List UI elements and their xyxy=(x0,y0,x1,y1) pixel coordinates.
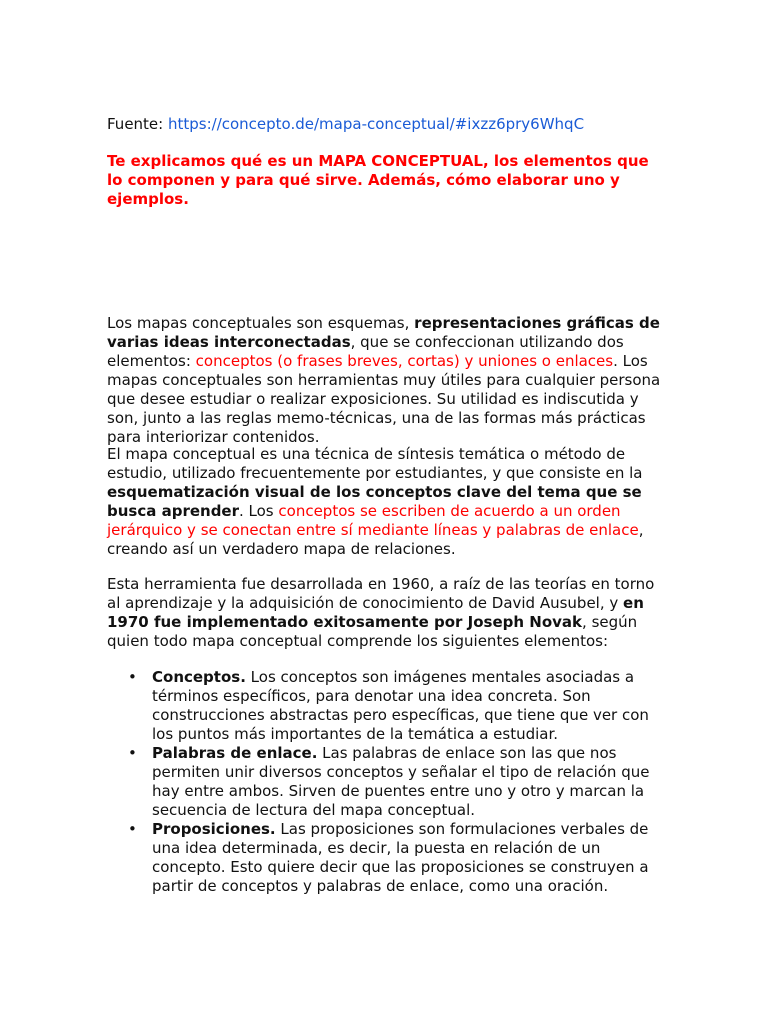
paragraph-history xyxy=(107,575,662,651)
paragraph-bold: esquematización visual de los conceptos clave del tema que se busca aprender xyxy=(107,483,642,520)
paragraph-definition xyxy=(107,314,662,447)
paragraph-bold: representaciones gráficas de varias ideas interconectadas xyxy=(107,314,660,351)
paragraph-red-text: conceptos (o frases breves, cortas) y uniones o enlaces xyxy=(195,352,614,370)
list-item-text: Las proposiciones son formulaciones verbales de una idea determinada, es decir, la puesta en relación de un concepto. Esto quiere decir que las proposiciones se construyen a partir de conceptos y palabras de enlace, como una oración. xyxy=(152,820,649,895)
paragraph-text: , que se confeccionan utilizando dos elementos: xyxy=(107,333,624,370)
paragraph-text: . Los xyxy=(239,502,279,520)
intro-summary: Te explicamos qué es un MAPA CONCEPTUAL, los elementos que lo componen y para qué sirve. Además, cómo elaborar uno y ejemplos. xyxy=(107,152,649,208)
paragraph-bold: en 1970 fue implementado exitosamente por Joseph Novak xyxy=(107,594,644,631)
source-label: Fuente: xyxy=(107,115,168,133)
list-item-term: Palabras de enlace. xyxy=(152,744,318,762)
list-item-text: Los conceptos son imágenes mentales asociadas a términos específicos, para denotar una idea concreta. Son construcciones abstractas pero específicas, que tiene que ver con los puntos más importantes de la temática a estudiar. xyxy=(152,668,649,743)
bullet-icon: • xyxy=(128,820,137,838)
list-item xyxy=(107,668,662,744)
paragraph-red-text: conceptos se escriben de acuerdo a un orden jerárquico y se conectan entre sí mediante líneas y palabras de enlace xyxy=(107,502,639,539)
paragraph-text: Los mapas conceptuales son esquemas, xyxy=(107,314,415,332)
paragraph-text: El mapa conceptual es una técnica de síntesis temática o método de estudio, utilizado frecuentemente por estudiantes, y que consiste en la xyxy=(107,445,643,482)
bullet-icon: • xyxy=(128,668,137,686)
paragraph-text: Esta herramienta fue desarrollada en 1960, a raíz de las teorías en torno al aprendizaje y la adquisición de conocimiento de David Ausubel, y xyxy=(107,575,655,612)
list-item xyxy=(107,820,662,896)
source-link[interactable]: https://concepto.de/mapa-conceptual/#ixzz6pry6WhqC xyxy=(167,115,585,133)
list-item-text: Las palabras de enlace son las que nos permiten unir diversos conceptos y señalar el tipo de relación que hay entre ambos. Sirven de puentes entre uno y otro y marcan la secuencia de lectura del mapa conceptual. xyxy=(152,744,650,819)
paragraph-text: , según quien todo mapa conceptual comprende los siguientes elementos: xyxy=(107,613,638,650)
elements-list xyxy=(107,668,662,896)
list-item-term: Conceptos. xyxy=(152,668,246,686)
paragraph-technique xyxy=(107,445,662,559)
paragraph-text: , creando así un verdadero mapa de relaciones. xyxy=(107,521,644,558)
paragraph-text: . Los mapas conceptuales son herramientas muy útiles para cualquier persona que desee estudiar o realizar exposiciones. Su utilidad es indiscutida y son, junto a las reglas memo-técnicas, una de las formas más prácticas para interiorizar contenidos. xyxy=(107,352,661,446)
list-item-term: Proposiciones. xyxy=(152,820,276,838)
list-item xyxy=(107,744,662,820)
source-line xyxy=(107,115,584,134)
bullet-icon: • xyxy=(128,744,137,762)
